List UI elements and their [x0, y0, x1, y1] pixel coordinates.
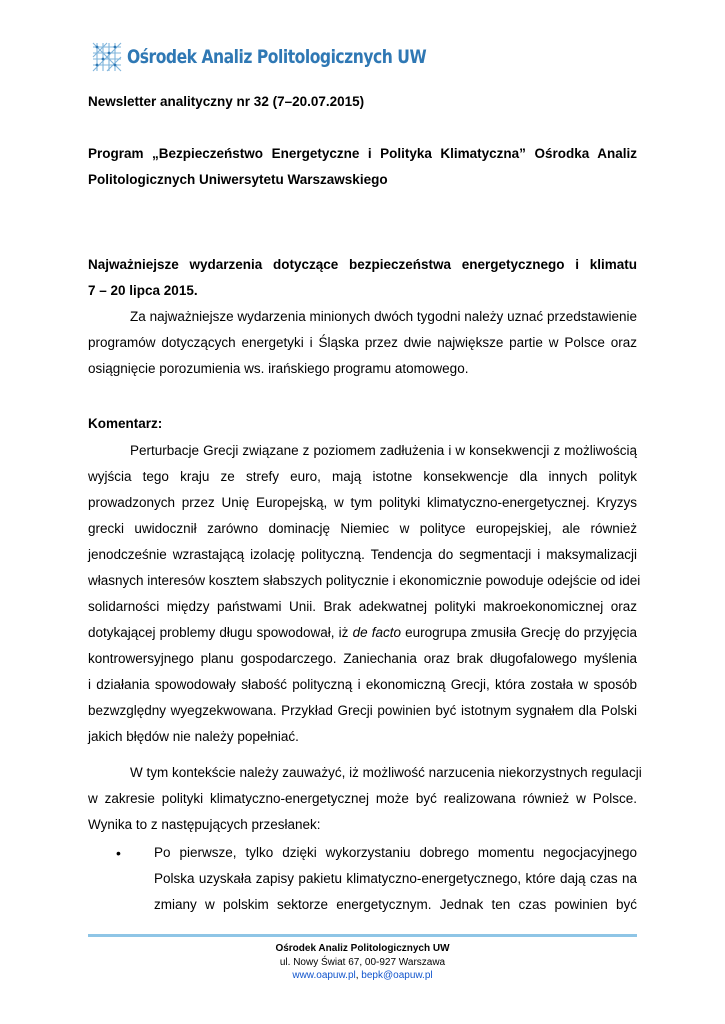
comment-p1-line-1: Perturbacje Grecji związane z poziomem zadłużenia i w konsekwencji z możliwością [130, 443, 637, 458]
comment-p2-line-3: Wynika to z następujących przesłanek: [88, 817, 321, 832]
intro-paragraph [88, 304, 637, 382]
comment-heading: Komentarz: [88, 416, 163, 431]
intro-line-2: programów dotyczących energetyki i Śląska przez dwie największe partie w Polsce oraz [88, 335, 637, 350]
comment-p1-line-12: jakich błędów nie należy popełniać. [88, 729, 299, 744]
comment-p1-line-3: prowadzonych przez Unię Europejską, w tym polityki klimatyczno-energetycznej. Kryzys [88, 495, 637, 510]
org-logo [91, 40, 492, 74]
bullet-item-1-body [154, 840, 637, 918]
comment-p1-line-2: wyjścia tego kraju ze strefy euro, mają istotne konsekwencje dla innych polityk [88, 469, 637, 484]
org-logo-text: Ośrodek Analiz Politologicznych UW [127, 46, 427, 68]
comment-p2-line-2: w zakresie polityki klimatyczno-energetycznej może być realizowana również w Polsce. [88, 791, 637, 806]
bullet-1-line-1: Po pierwsze, tylko dzięki wykorzystaniu dobrego momentu negocjacyjnego [154, 845, 637, 860]
comment-p1-line-7: solidarności między państwami Unii. Brak adekwatnej polityki makroekonomicznej oraz [88, 599, 637, 614]
network-grid-icon [91, 41, 123, 73]
de-facto-italic: de facto [352, 625, 401, 640]
footer-divider [88, 934, 637, 937]
events-heading-line-1: Najważniejsze wydarzenia dotyczące bezpieczeństwa energetycznego i klimatu [88, 257, 637, 272]
comment-p1-line-5: jenodcześnie wzrastającą izolację polityczną. Tendencja do segmentacji i maksymalizacji [88, 547, 637, 562]
program-heading [88, 141, 637, 193]
intro-line-1: Za najważniejsze wydarzenia minionych dwóch tygodni należy uznać przedstawienie [130, 309, 637, 324]
footer-address: ul. Nowy Świat 67, 00-927 Warszawa [279, 957, 446, 968]
program-line-1: Program „Bezpieczeństwo Energetyczne i Polityka Klimatyczna” Ośrodka Analiz [88, 146, 637, 161]
footer-org: Ośrodek Analiz Politologicznych UW [275, 943, 450, 954]
comment-p1-line-8-a: dotykającej problemy długu spowodował, iż [88, 625, 353, 640]
comment-p1-line-9: kontrowersyjnego planu gospodarczego. Zaniechania oraz brak długofalowego myślenia [88, 651, 637, 666]
footer-separator: , [355, 970, 362, 981]
bullet-1-line-3: zmiany w polskim sektorze energetycznym. Jednak ten czas powinien być [154, 897, 637, 912]
comment-p1-line-8-b: eurogrupa zmusiła Grecję do przyjęcia [400, 625, 637, 640]
footer-links [88, 969, 637, 982]
comment-paragraph-1 [88, 438, 641, 750]
comment-p1-line-11: bezwzględny wyegzekwowana. Przykład Grecji powinien być istotnym sygnałem dla Polski [88, 703, 637, 718]
comment-p1-line-8 [88, 620, 637, 646]
email-link[interactable]: bepk@oapuw.pl [361, 970, 433, 981]
comment-paragraph-2 [88, 760, 642, 838]
intro-line-3: osiągnięcie porozumienia ws. irańskiego programu atomowego. [88, 361, 469, 376]
comment-p2-line-1: W tym kontekście należy zauważyć, iż możliwość narzucenia niekorzystnych regulacji [130, 765, 642, 780]
comment-p1-line-10: i działania spowodowały słabość polityczną i ekonomiczną Grecji, która została w sposób [88, 677, 637, 692]
website-link[interactable]: www.oapuw.pl [292, 970, 356, 981]
comment-p1-line-6: własnych interesów kosztem słabszych politycznie i ekonomicznie powoduje odejście od idei [88, 573, 641, 588]
bullet-marker: • [116, 845, 121, 861]
comment-p1-line-4: grecki uwidocznił zarówno dominację Niemiec w polityce europejskiej, ale również [88, 521, 637, 536]
bullet-1-line-2: Polska uzyskała zapisy pakietu klimatyczno-energetycznego, które dają czas na [154, 871, 637, 886]
events-heading-line-2: 7 – 20 lipca 2015. [88, 283, 198, 298]
events-heading [88, 252, 637, 304]
newsletter-title: Newsletter analityczny nr 32 (7–20.07.2015) [88, 94, 365, 109]
program-line-2: Politologicznych Uniwersytetu Warszawskiego [88, 172, 388, 187]
